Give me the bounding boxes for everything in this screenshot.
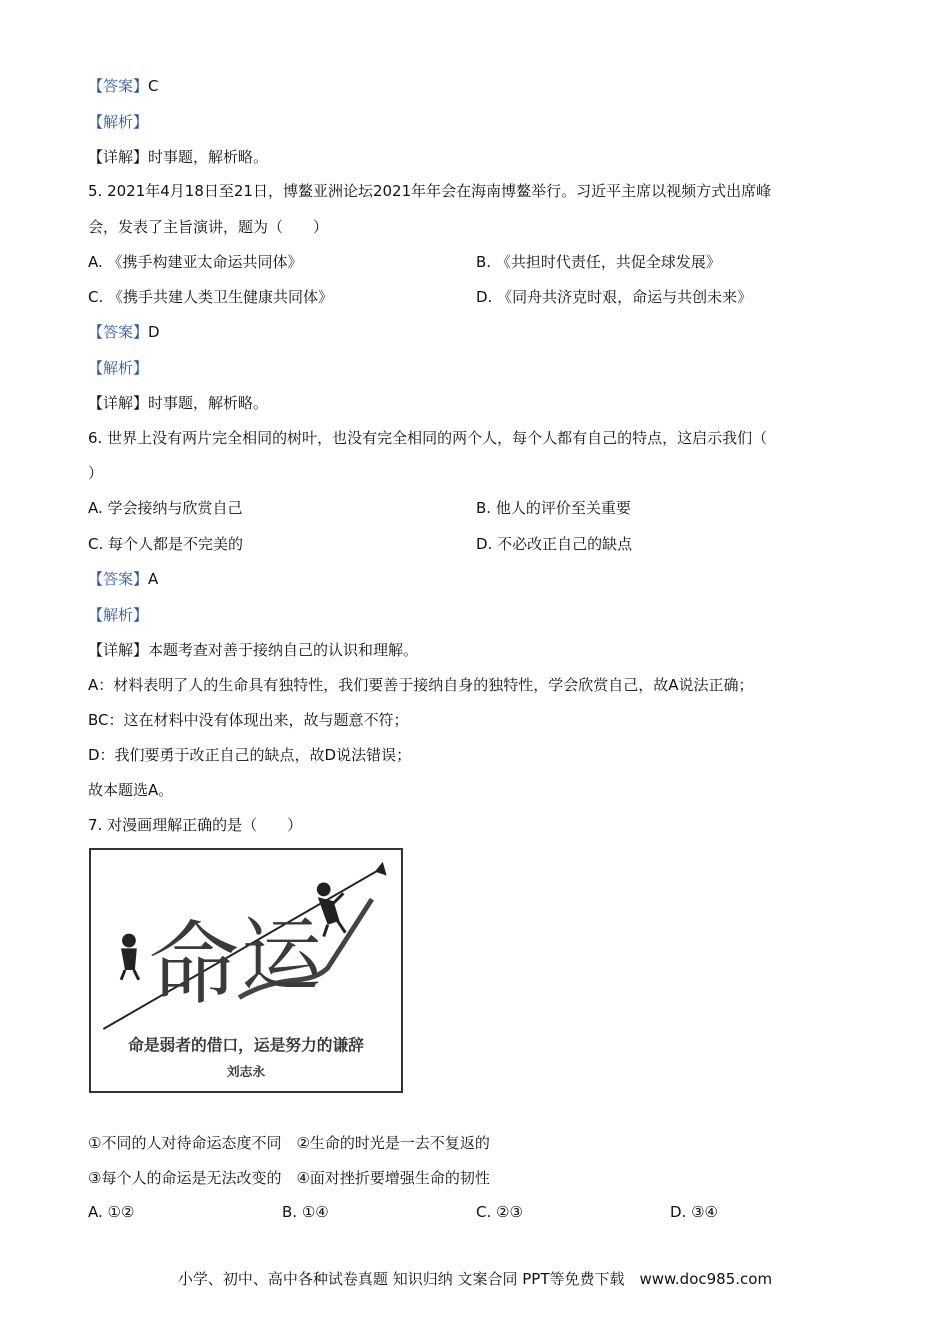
q7-statements-line2: ③每个人的命运是无法改变的 ④面对挫折要增强生命的韧性 (88, 1169, 490, 1187)
detail-text: 时事题，解析略。 (148, 394, 269, 412)
answer-value: A (148, 570, 159, 588)
q7-statements-line1: ①不同的人对待命运态度不同 ②生命的时光是一去不复返的 (88, 1134, 490, 1152)
q5-option-d: D. 《同舟共济克时艰，命运与共创未来》 (476, 288, 753, 306)
cartoon-drawing (91, 850, 401, 1091)
arrow-head-icon (375, 862, 387, 876)
cartoon-caption: 命是弱者的借口，运是努力的谦辞 (128, 1035, 364, 1055)
answer-value: D (148, 323, 160, 341)
q4-analysis-tag: 【解析】 (88, 113, 149, 131)
q6-stem-line1: 6. 世界上没有两片完全相同的树叶，也没有完全相同的两个人，每个人都有自己的特点，这启示我们（ (88, 429, 768, 447)
cartoon-image (89, 848, 403, 1093)
q7-option-d: D. ③④ (670, 1203, 718, 1221)
q7-option-b: B. ①④ (282, 1203, 329, 1221)
q6-option-b: B. 他人的评价至关重要 (476, 499, 631, 517)
q7-option-c: C. ②③ (476, 1203, 523, 1221)
detail-tag: 【详解】 (88, 148, 149, 166)
q6-option-a: A. 学会接纳与欣赏自己 (88, 499, 243, 517)
q7-option-a: A. ①② (88, 1203, 135, 1221)
detail-text: 时事题，解析略。 (148, 148, 269, 166)
q4-answer (88, 76, 159, 96)
q5-option-c: C. 《携手共建人类卫生健康共同体》 (88, 288, 334, 306)
q6-analysis-tag: 【解析】 (88, 606, 149, 624)
answer-value: C (148, 77, 159, 95)
answer-tag: 【答案】 (88, 323, 149, 341)
cartoon-author: 刘志永 (226, 1065, 266, 1081)
detail-tag: 【详解】 (88, 394, 149, 412)
cartoon-big-char-1: 命 (148, 912, 240, 1018)
q6-explain-bc: BC：这在材料中没有体现出来，故与题意不符； (88, 711, 409, 729)
q5-answer (88, 322, 160, 342)
q5-option-b: B. 《共担时代责任，共促全球发展》 (476, 253, 721, 271)
page-footer: 小学、初中、高中各种试卷真题 知识归纳 文案合同 PPT等免费下载 www.doc985.com (177, 1270, 773, 1288)
falling-person-icon (121, 934, 139, 980)
q5-option-a: A. 《携手构建亚太命运共同体》 (88, 253, 303, 271)
q5-stem-line2: 会，发表了主旨演讲，题为（ ） (88, 218, 329, 236)
q6-explain-d: D：我们要勇于改正自己的缺点，故D说法错误； (88, 746, 412, 764)
q6-answer (88, 569, 158, 589)
q6-explain-a: A：材料表明了人的生命具有独特性，我们要善于接纳自身的独特性，学会欣赏自己，故A说法正确； (88, 676, 754, 694)
answer-tag: 【答案】 (88, 570, 149, 588)
detail-text: 本题考查对善于接纳自己的认识和理解。 (148, 641, 419, 659)
q6-stem-line2: ） (88, 464, 104, 482)
q6-option-c: C. 每个人都是不完美的 (88, 535, 244, 553)
cartoon-big-char-2: 运 (241, 908, 322, 1003)
q4-detail (88, 147, 268, 167)
q5-analysis-tag: 【解析】 (88, 359, 149, 377)
answer-tag: 【答案】 (88, 77, 149, 95)
q7-stem: 7. 对漫画理解正确的是（ ） (88, 816, 303, 834)
q6-option-d: D. 不必改正自己的缺点 (476, 535, 633, 553)
q5-stem-line1: 5. 2021年4月18日至21日，博鳌亚洲论坛2021年年会在海南博鳌举行。习近平主席以视频方式出席峰 (88, 182, 772, 200)
q6-conclusion: 故本题选A。 (88, 781, 174, 799)
q5-detail (88, 393, 268, 413)
detail-tag: 【详解】 (88, 641, 149, 659)
q6-detail (88, 640, 418, 660)
